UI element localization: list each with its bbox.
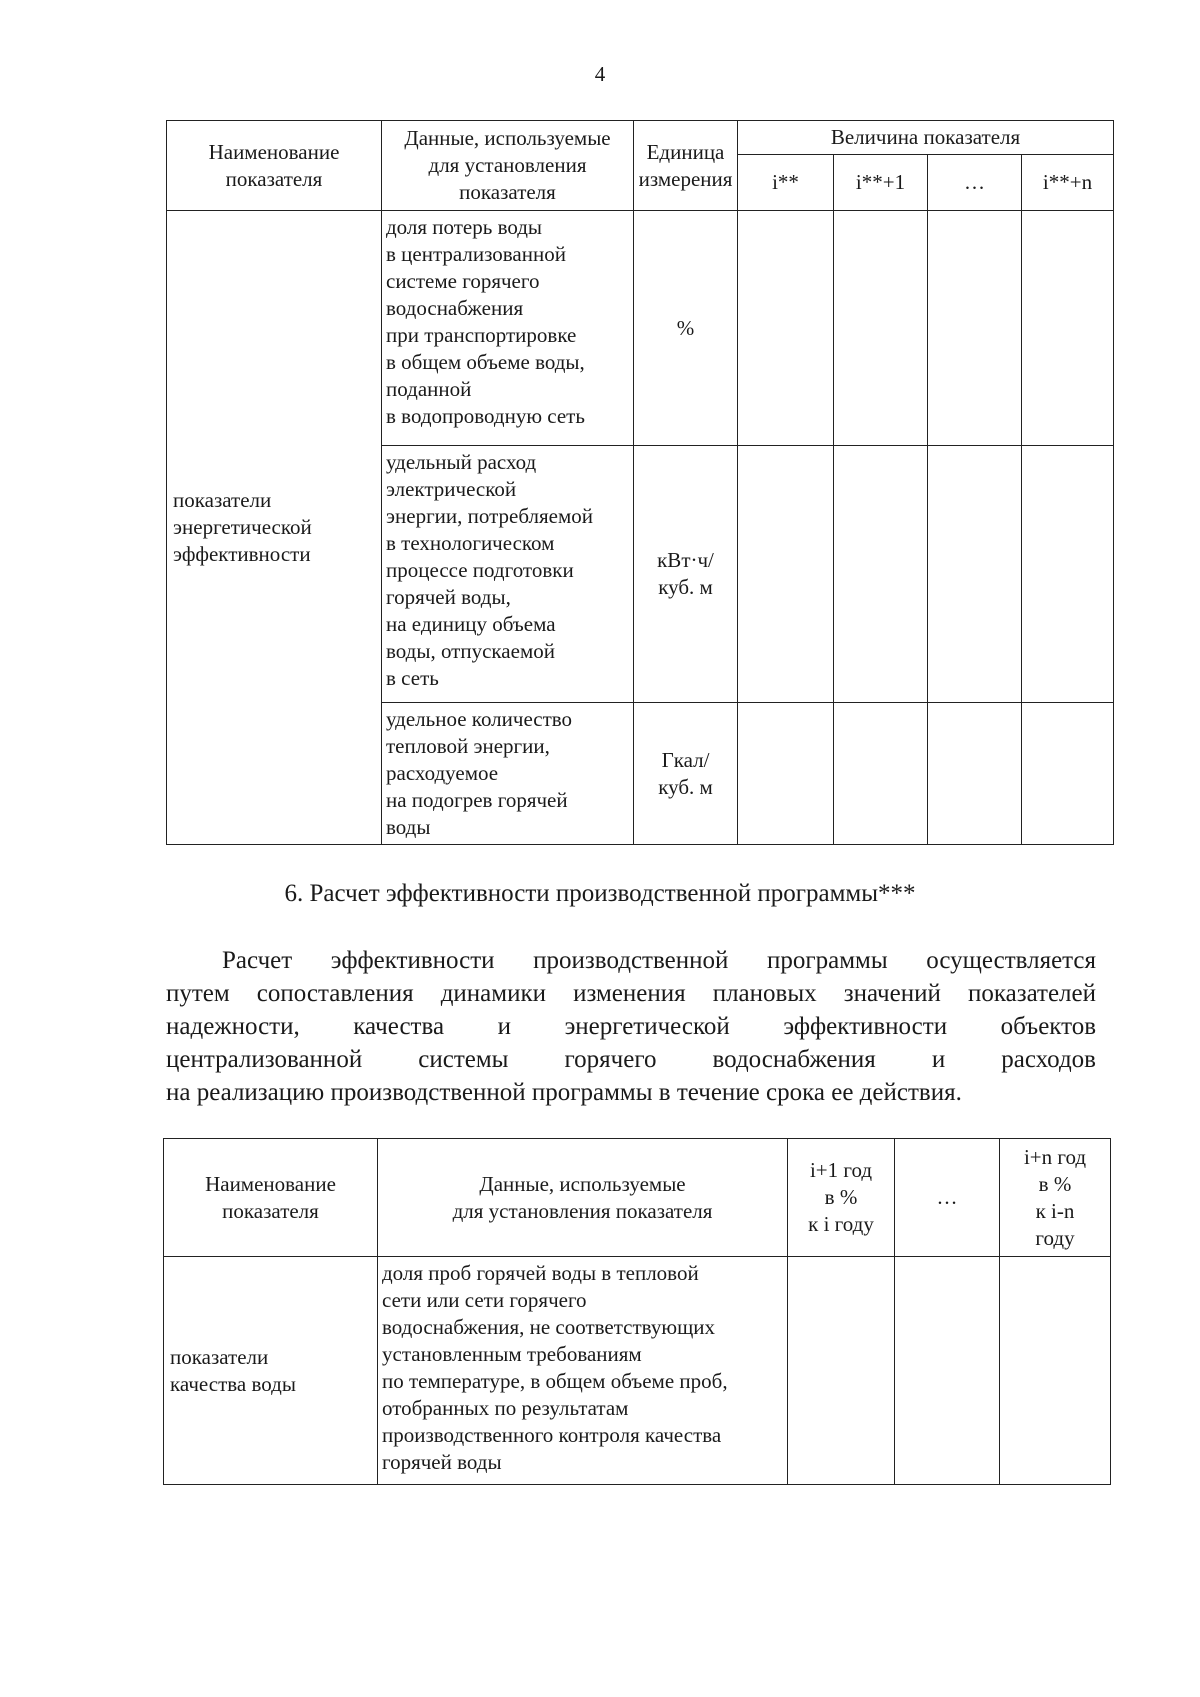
row-unit-gcal-per-m3: Гкал/ куб. м [634,703,738,845]
header-year-i-plus-1-percent: i+1 год в % к i году [788,1139,895,1257]
header-data-used: Данные, используемые для установления показателя [378,1139,788,1257]
value-cell [738,703,834,845]
row-data-electricity-consumption: удельный расход электрической энергии, потребляемой в технологическом процессе подготовки горячей воды, на единицу объема воды, отпускаемой в сеть [382,446,634,703]
row-data-heat-energy-quantity: удельное количество тепловой энергии, расходуемое на подогрев горячей воды [382,703,634,845]
header-year-ellipsis: … [928,155,1022,211]
header-indicator-name: Наименование показателя [167,121,382,211]
section-paragraph [166,944,1096,1109]
value-cell [834,703,928,845]
row-data-water-loss-share: доля потерь воды в централизованной системе горячего водоснабжения при транспортировке в общем объеме воды, поданной в водопроводную сеть [382,211,634,446]
indicator-group-energy-efficiency: показатели энергетической эффективности [167,211,382,845]
header-indicator-name: Наименование показателя [164,1139,378,1257]
row-unit-percent: % [634,211,738,446]
value-cell [1022,211,1114,446]
header-year-i-plus-n-percent: i+n год в % к i-n году [1000,1139,1111,1257]
row-unit-kwh-per-m3: кВт·ч/ куб. м [634,446,738,703]
energy-efficiency-indicators-table [166,120,1114,845]
paragraph-line: централизованной системы горячего водоснабжения и расходов [166,1046,1096,1073]
value-cell [738,446,834,703]
value-cell [788,1257,895,1485]
header-year-i: i** [738,155,834,211]
page-number: 4 [594,62,606,86]
header-year-i-plus-n: i**+n [1022,155,1114,211]
value-cell [1022,703,1114,845]
program-efficiency-table [163,1138,1111,1485]
value-cell [928,446,1022,703]
paragraph-line: Расчет эффективности производственной программы осуществляется [222,947,1096,974]
value-cell [1000,1257,1111,1485]
value-cell [834,211,928,446]
paragraph-line: надежности, качества и энергетической эффективности объектов [166,1013,1096,1040]
value-cell [895,1257,1000,1485]
section-heading: 6. Расчет эффективности производственной программы*** [284,880,916,907]
header-unit: Единица измерения [634,121,738,211]
header-year-ellipsis: … [895,1139,1000,1257]
paragraph-line: на реализацию производственной программы в течение срока ее действия. [166,1079,962,1106]
header-data-used: Данные, используемые для установления показателя [382,121,634,211]
value-cell [738,211,834,446]
value-cell [928,211,1022,446]
value-cell [1022,446,1114,703]
value-cell [834,446,928,703]
paragraph-line: путем сопоставления динамики изменения плановых значений показателей [166,980,1096,1007]
indicator-group-water-quality: показатели качества воды [164,1257,378,1485]
value-cell [928,703,1022,845]
row-data-sample-share: доля проб горячей воды в тепловой сети или сети горячего водоснабжения, не соответствующих установленным требованиям по температуре, в общем объеме проб, отобранных по результатам производственного контроля качества горячей воды [378,1257,788,1485]
header-indicator-value: Величина показателя [738,121,1114,155]
header-year-i-plus-1: i**+1 [834,155,928,211]
